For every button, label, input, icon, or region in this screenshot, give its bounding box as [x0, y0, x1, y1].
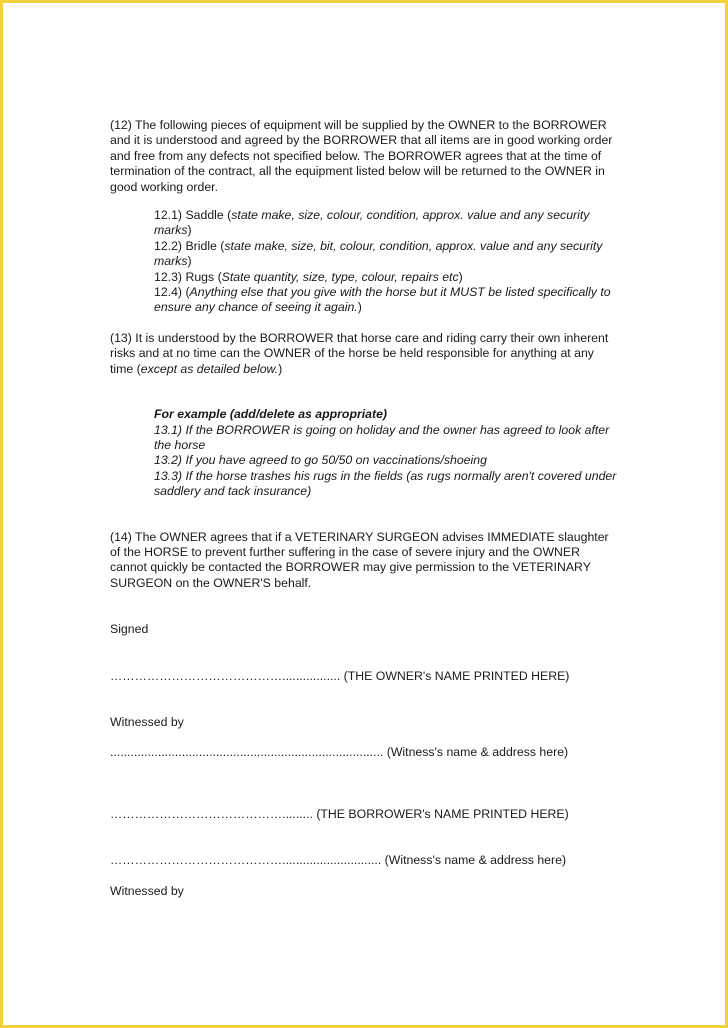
example-13-2: 13.2) If you have agreed to go 50/50 on vaccinations/shoeing: [154, 453, 487, 468]
document-page: [110, 118, 620, 899]
signed-label: Signed: [110, 622, 149, 637]
examples-block: [110, 407, 620, 499]
equipment-list: [110, 208, 620, 316]
examples-heading: For example (add/delete as appropriate): [154, 407, 388, 422]
equipment-item-other: 12.4) (Anything else that you give with the horse but it MUST be listed specifically to ensure any chance of seeing it again.): [154, 285, 611, 315]
equipment-item-bridle: 12.2) Bridle (state make, size, bit, colour, condition, approx. value and any security marks): [154, 238, 603, 269]
witnessed-by-label-1: Witnessed by: [110, 714, 184, 729]
clause-12-intro: (12) The following pieces of equipment will be supplied by the OWNER to the BORROWER and it is understood and agreed by the BORROWER that all items are in good working order and free from any defects not specified below. The BORROWER agrees that at the time of termination of the contract, all the equipment listed below will be returned to the OWNER in good working order.: [110, 118, 613, 194]
owner-signature-line: ……………………………………................. (THE OWNER's NAME PRINTED HERE): [110, 668, 570, 683]
witness-line-2: ……………………………………............................. (Witness's name & address here): [110, 853, 567, 868]
example-13-1: 13.1) If the BORROWER is going on holiday and the owner has agreed to look after the horse: [154, 422, 610, 452]
clause-13: (13) It is understood by the BORROWER that horse care and riding carry their own inherent risks and at no time can the OWNER of the horse be held responsible for anything at any time (except as detailed below.): [110, 330, 609, 376]
borrower-signature-line: ……………………………………......... (THE BORROWER's NAME PRINTED HERE): [110, 806, 569, 821]
example-13-3: 13.3) If the horse trashes his rugs in the fields (as rugs normally aren't covered under saddlery and tack insurance): [154, 468, 617, 499]
witnessed-by-label-2: Witnessed by: [110, 883, 184, 898]
equipment-item-saddle: 12.1) Saddle (state make, size, colour, condition, approx. value and any security marks): [154, 208, 590, 238]
witness-line-1: ................................................................................ (Witness's name & address here): [110, 745, 569, 760]
clause-14: (14) The OWNER agrees that if a VETERINARY SURGEON advises IMMEDIATE slaughter of the HORSE to prevent further suffering in the case of severe injury and the OWNER cannot quickly be contacted the BORROWER may give permission to the VETERINARY SURGEON on the OWNER'S behalf.: [110, 529, 609, 590]
equipment-item-rugs: 12.3) Rugs (State quantity, size, type, colour, repairs etc): [154, 269, 463, 284]
